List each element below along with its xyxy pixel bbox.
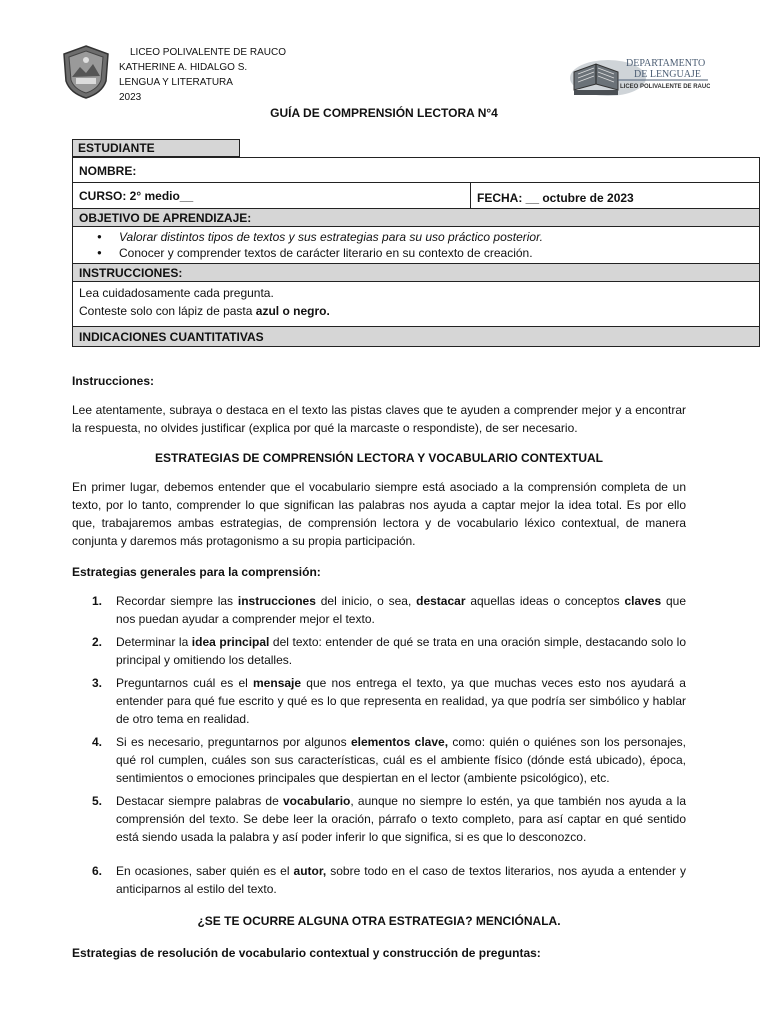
instr-line-1: Lea cuidadosamente cada pregunta. — [79, 286, 274, 300]
department-logo — [568, 50, 710, 102]
strategy-text: Destacar siempre palabras de — [116, 794, 283, 808]
strategy-text: que nos puedan ayudar a comprender mejor el texto. — [116, 594, 686, 626]
objetivo-label: OBJETIVO DE APRENDIZAJE: — [72, 209, 760, 227]
teacher-name: KATHERINE A. HIDALGO S. — [119, 62, 248, 73]
school-seal-logo — [62, 45, 110, 99]
strategy-number: 3. — [92, 676, 103, 690]
strategy-item — [72, 674, 686, 728]
subject-name: LENGUA Y LITERATURA — [119, 77, 233, 88]
strategy-text: Determinar la — [116, 635, 192, 649]
intro-paragraph: En primer lugar, debemos entender que el vocabulario siempre está asociado a la comprensión completa de un texto, por lo tanto, comprender lo que significan las palabras nos ayuda a captar mejor la idea total. Es por ello que, trabajaremos ambas estrategias, de comprensión lectora y de vocabulario léxico contextual, de manera conjunta y daremos más protagonismo a su propia participación. — [72, 480, 686, 548]
strategies-heading: Estrategias generales para la comprensión: — [72, 565, 321, 579]
strategies-list — [72, 592, 686, 903]
strategy-text: aquellas ideas o conceptos — [465, 594, 625, 608]
page-title: GUÍA DE COMPRENSIÓN LECTORA N°4 — [270, 106, 498, 120]
fecha-field[interactable]: FECHA: __ octubre de 2023 — [477, 191, 634, 205]
strategy-keyword: claves — [624, 594, 662, 608]
strategy-keyword: autor, — [293, 864, 327, 878]
nombre-field[interactable] — [72, 157, 760, 183]
strategy-item — [72, 862, 686, 898]
strategy-keyword: mensaje — [253, 676, 302, 690]
dept-text-2: DE LENGUAJE — [634, 69, 701, 80]
objetivo-item-2: ● Conocer y comprender textos de carácter literario en su contexto de creación. — [119, 245, 759, 261]
strategy-number: 1. — [92, 594, 103, 608]
strategy-text: En ocasiones, saber quién es el — [116, 864, 294, 878]
objetivo-item-1: ● Valorar distintos tipos de textos y sus estrategias para su uso práctico posterior. — [119, 229, 759, 245]
instrucciones-label: INSTRUCCIONES: — [72, 264, 760, 282]
section-title: ESTRATEGIAS DE COMPRENSIÓN LECTORA Y VOCABULARIO CONTEXTUAL — [154, 451, 604, 465]
strategy-text: Si es necesario, preguntarnos por algunos — [116, 735, 351, 749]
strategy-keyword: instrucciones — [237, 594, 316, 608]
strategy-keyword: elementos clave, — [350, 735, 449, 749]
strategy-item — [72, 792, 686, 846]
instrucciones-box — [72, 282, 760, 327]
vocab-heading: Estrategias de resolución de vocabulario contextual y construcción de preguntas: — [72, 946, 541, 960]
strategy-number: 4. — [92, 735, 103, 749]
nombre-label: NOMBRE: — [79, 164, 137, 178]
strategy-text: del inicio, o sea, — [315, 594, 417, 608]
strategy-item — [72, 592, 686, 628]
school-name: LICEO POLIVALENTE DE RAUCO — [130, 47, 286, 58]
strategy-number: 2. — [92, 635, 103, 649]
strategy-text: Preguntarnos cuál es el — [116, 676, 254, 690]
instr-line-2-bold: azul o negro. — [255, 304, 330, 318]
strategy-text: que nos entrega el texto, ya que muchas veces esto nos ayudará a entender para qué fue escrito y qué es lo que representa en realidad, ya que podría ser simbólico y hablar de otro tema en realidad. — [116, 676, 686, 726]
school-year: 2023 — [119, 92, 142, 103]
strategy-number: 6. — [92, 864, 103, 878]
strategy-text: del texto: entender de qué se trata en una oración simple, destacando solo lo principal y omitiendo los detalles. — [116, 635, 687, 667]
instr-line-2 — [79, 302, 753, 320]
indicaciones-label: INDICACIONES CUANTITATIVAS — [72, 327, 760, 347]
strategy-keyword: vocabulario — [283, 794, 351, 808]
student-form — [72, 139, 760, 347]
strategy-keyword: idea principal — [191, 635, 270, 649]
strategy-text: como: quién o quiénes son los personajes, qué rol cumplen, cuáles son sus características, cuál es el ambiente físico (dónde está ubicado), época, sentimientos o emociones principales que despiertan en el lector (ambiente psicológico), etc. — [116, 735, 687, 785]
strategy-item — [72, 633, 686, 669]
dept-text-1: DEPARTAMENTO — [626, 58, 706, 69]
curso-fecha-row — [72, 183, 760, 209]
strategy-item — [72, 733, 686, 787]
strategy-text: Recordar siempre las — [116, 594, 238, 608]
question-prompt: ¿SE TE OCURRE ALGUNA OTRA ESTRATEGIA? MENCIÓNALA. — [197, 914, 561, 928]
instrucciones-heading: Instrucciones: — [72, 374, 155, 388]
instrucciones-text: Lee atentamente, subraya o destaca en el texto las pistas claves que te ayuden a comprender mejor y a encontrar la respuesta, no olvides justificar (explica por qué la marcaste o respondiste), de ser necesario. — [72, 403, 686, 435]
instr-line-2-text: Conteste solo con lápiz de pasta — [79, 304, 256, 318]
curso-field[interactable]: CURSO: 2° medio__ — [73, 183, 471, 208]
strategy-text: sobre todo en el caso de textos literarios, nos ayuda a entender y anticiparnos al estilo del texto. — [116, 864, 686, 896]
strategy-text: , aunque no siempre lo estén, ya que también nos ayuda a la comprensión del texto. Se debe leer la oración, párrafo o texto completo, para así captar en qué sentido está siendo usada la palabra y así poder inferir lo que significa, si es que lo desconozco. — [116, 794, 686, 844]
objetivos-box — [72, 227, 760, 264]
header-info — [119, 45, 286, 105]
dept-text-3: LICEO POLIVALENTE DE RAUCO — [620, 84, 710, 90]
strategy-number: 5. — [92, 794, 103, 808]
strategy-keyword: destacar — [416, 594, 466, 608]
estudiante-label: ESTUDIANTE — [72, 139, 240, 157]
